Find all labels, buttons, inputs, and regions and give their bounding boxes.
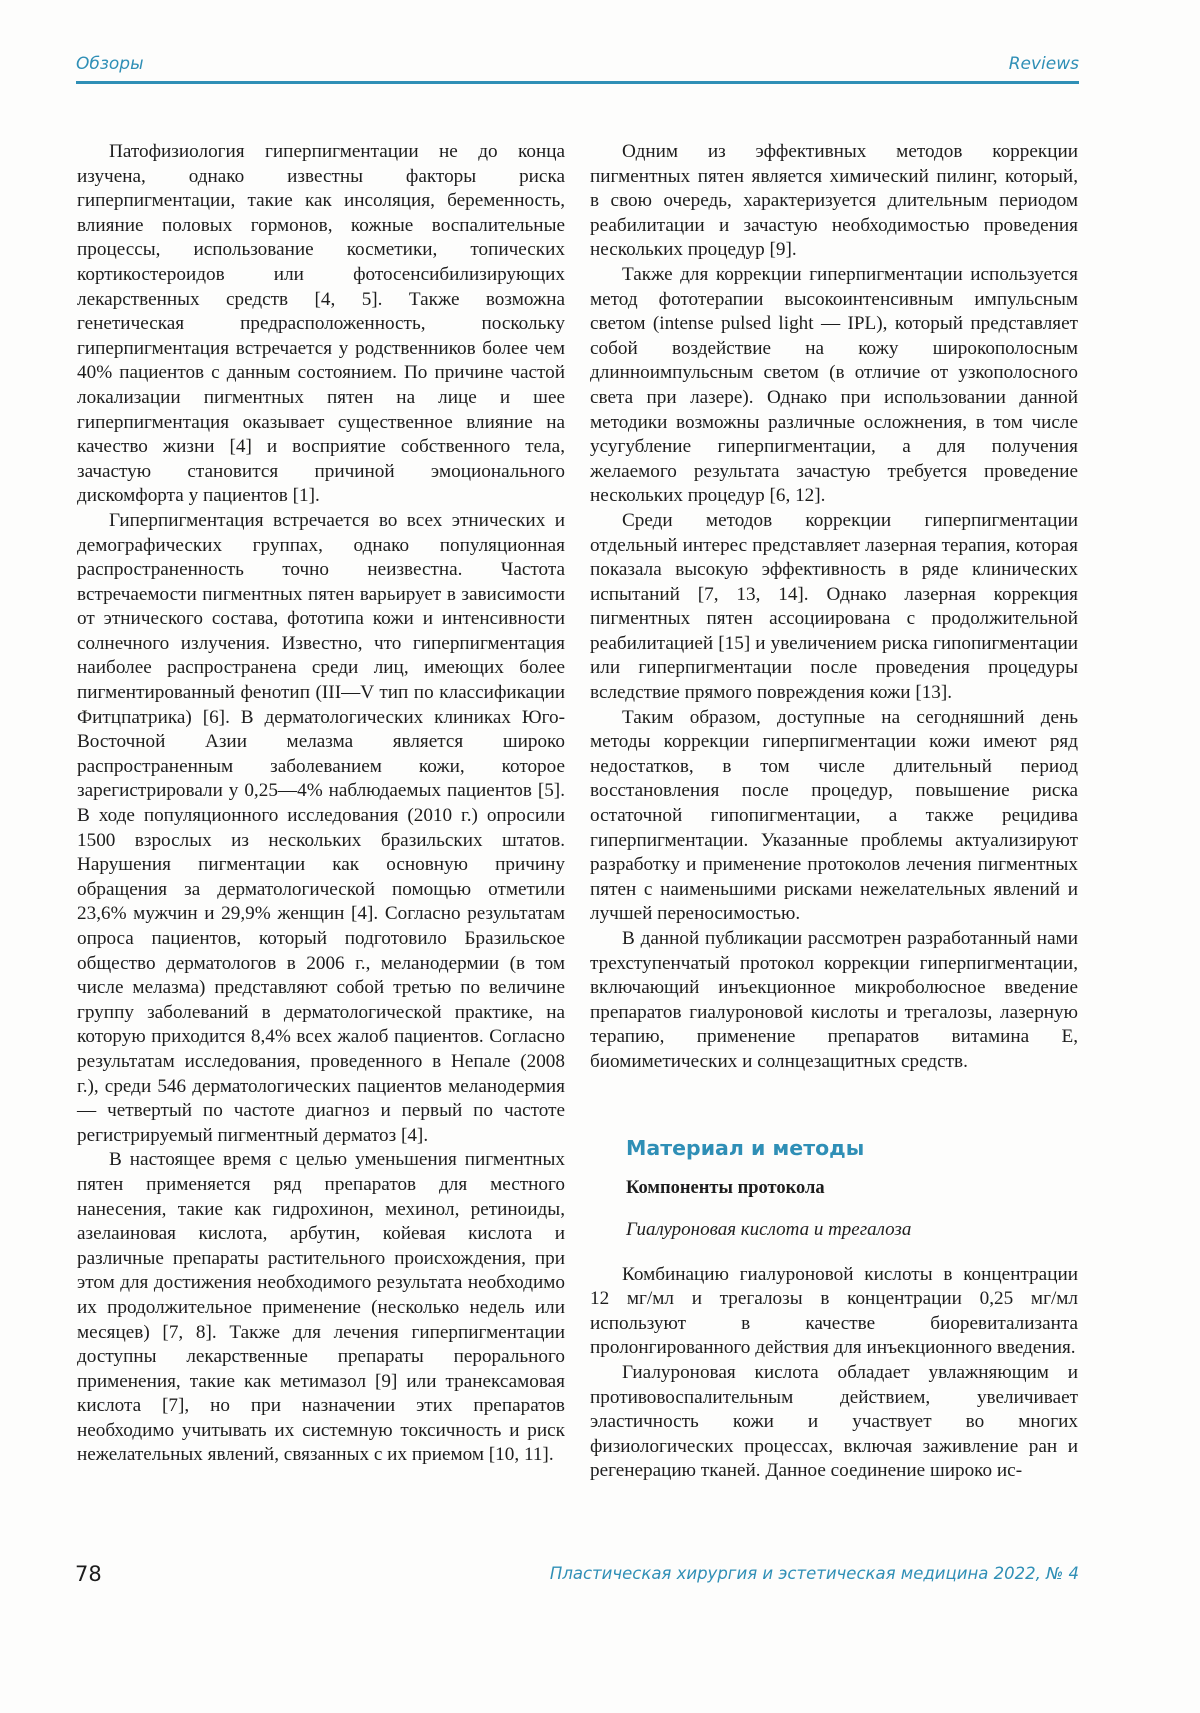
paragraph: Также для коррекции гиперпигментации используется метод фототерапии высокоинтенсивным импульсным светом (intense pulsed light — IPL), который представляет собой воздействие на кожу широкополосным длинноимпульсным светом (в отличие от узкополосного света при лазере). Однако при использовании данной методики возможны различные осложнения, в том числе усугубление гиперпигментации, а для получения желаемого результата зачастую требуется проведение нескольких процедур [6, 12]. xyxy=(590,263,1078,507)
paragraph: Гиалуроновая кислота обладает увлажняющим и противовоспалительным действием, увеличивает эластичность кожи и участвует во многих физиологических процессах, включая заживление ран и регенерацию тканей. Данное соединение широко ис- xyxy=(590,1361,1078,1482)
section-label: Обзоры xyxy=(76,54,144,74)
right-column xyxy=(590,140,1078,1484)
paragraph: В настоящее время с целью уменьшения пигментных пятен применяется ряд препаратов для местного нанесения, такие как гидрохинон, мехинол, ретиноиды, азелаиновая кислота, арбутин, койевая кислота и различные препараты растительного происхождения, при этом для достижения необходимого результата необходимо их продолжительное применение (несколько недель или месяцев) [7, 8]. Также для лечения гиперпигментации доступны лекарственные препараты перорального применения, такие как метимазол [9] или транексамовая кислота [7], но при назначении этих препаратов необходимо учитывать их системную токсичность и риск нежелательных явлений, связанных с их приемом [10, 11]. xyxy=(77,1149,565,1466)
subsection-heading: Компоненты протокола xyxy=(626,1177,825,1198)
running-head xyxy=(76,51,1079,84)
subsubsection-heading: Гиалуроновая кислота и трегалоза xyxy=(626,1218,912,1240)
journal-title: Пластическая хирургия и эстетическая медицина 2022, № 4 xyxy=(549,1564,1079,1583)
paragraph: Патофизиология гиперпигментации не до конца изучена, однако известны факторы риска гиперпигментации, такие как инсоляция, беременность, влияние половых гормонов, кожные воспалительные процессы, использование косметики, топических кортикостероидов или фотосенсибилизирующих лекарственных средств [4, 5]. Также возможна генетическая предрасположенность, поскольку гиперпигментация встречается у родственников более чем 40% пациентов с данным состоянием. По причине частой локализации пигментных пятен на лице и шее гиперпигментация оказывает существенное влияние на качество жизни [4] и восприятие собственного тела, зачастую становится причиной эмоционального дискомфорта у пациентов [1]. xyxy=(77,141,565,507)
left-column xyxy=(77,140,565,1468)
page-number: 78 xyxy=(75,1562,102,1586)
paragraph: Комбинацию гиалуроновой кислоты в концентрации 12 мг/мл и трегалозы в концентрации 0,25 мг/мл используют в качестве биоревитализанта пролонгированного действия для инъекционного введения. xyxy=(590,1263,1078,1359)
paragraph: В данной публикации рассмотрен разработанный нами трехступенчатый протокол коррекции гиперпигментации, включающий инъекционное микроболюсное введение препаратов гиалуроновой кислоты и трегалозы, лазерную терапию, применение препаратов витамина Е, биомиметических и солнцезащитных средств. xyxy=(590,928,1078,1072)
paragraph: Таким образом, доступные на сегодняшний день методы коррекции гиперпигментации кожи имеют ряд недостатков, в том числе длительный период восстановления после процедур, повышение риска остаточной гипопигментации, а также рецидива гиперпигментации. Указанные проблемы актуализируют разработку и применение протоколов лечения пигментных пятен с наименьшими рисками нежелательных явлений и лучшей переносимостью. xyxy=(590,706,1078,925)
paragraph: Гиперпигментация встречается во всех этнических и демографических группах, однако популяционная распространенность точно неизвестна. Частота встречаемости пигментных пятен варьирует в зависимости от этнического состава, фототипа кожи и интенсивности солнечного излучения. Известно, что гиперпигментация наиболее распространена среди лиц, имеющих более пигментированный фенотип (III—V тип по классификации Фитцпатрика) [6]. В дерматологических клиниках Юго-Восточной Азии мелазма является широко распространенным заболеванием кожи, которое зарегистрировали у 0,25—4% наблюдаемых пациентов [5]. В ходе популяционного исследования (2010 г.) опросили 1500 взрослых из нескольких бразильских штатов. Нарушения пигментации как основную причину обращения за дерматологической помощью отметили 23,6% мужчин и 29,9% женщин [4]. Согласно результатам опроса пациентов, который подготовило Бразильское общество дерматологов в 2006 г., меланодермии (в том числе мелазма) представляют собой третью по величине группу заболеваний в дерматологической практике, на которую приходится 8,4% всех жалоб пациентов. Согласно результатам исследования, проведенного в Непале (2008 г.), среди 546 дерматологических пациентов меланодермия — четвертый по частоте диагноз и первый по частоте регистрируемый пигментный дерматоз [4]. xyxy=(77,509,565,1146)
section-label-english: Reviews xyxy=(1008,54,1079,74)
paragraph: Среди методов коррекции гиперпигментации отдельный интерес представляет лазерная терапия, которая показала высокую эффективность в ряде клинических испытаний [7, 13, 14]. Однако лазерная коррекция пигментных пятен ассоциирована с продолжительной реабилитацией [15] и увеличением риска гипопигментации или гиперпигментации после проведения процедуры вследствие прямого повреждения кожи [13]. xyxy=(590,509,1078,704)
section-heading: Материал и методы xyxy=(626,1135,865,1160)
paragraph: Одним из эффективных методов коррекции пигментных пятен является химический пилинг, который, в свою очередь, характеризуется длительным периодом реабилитации и зачастую необходимостью проведения нескольких процедур [9]. xyxy=(590,141,1078,261)
